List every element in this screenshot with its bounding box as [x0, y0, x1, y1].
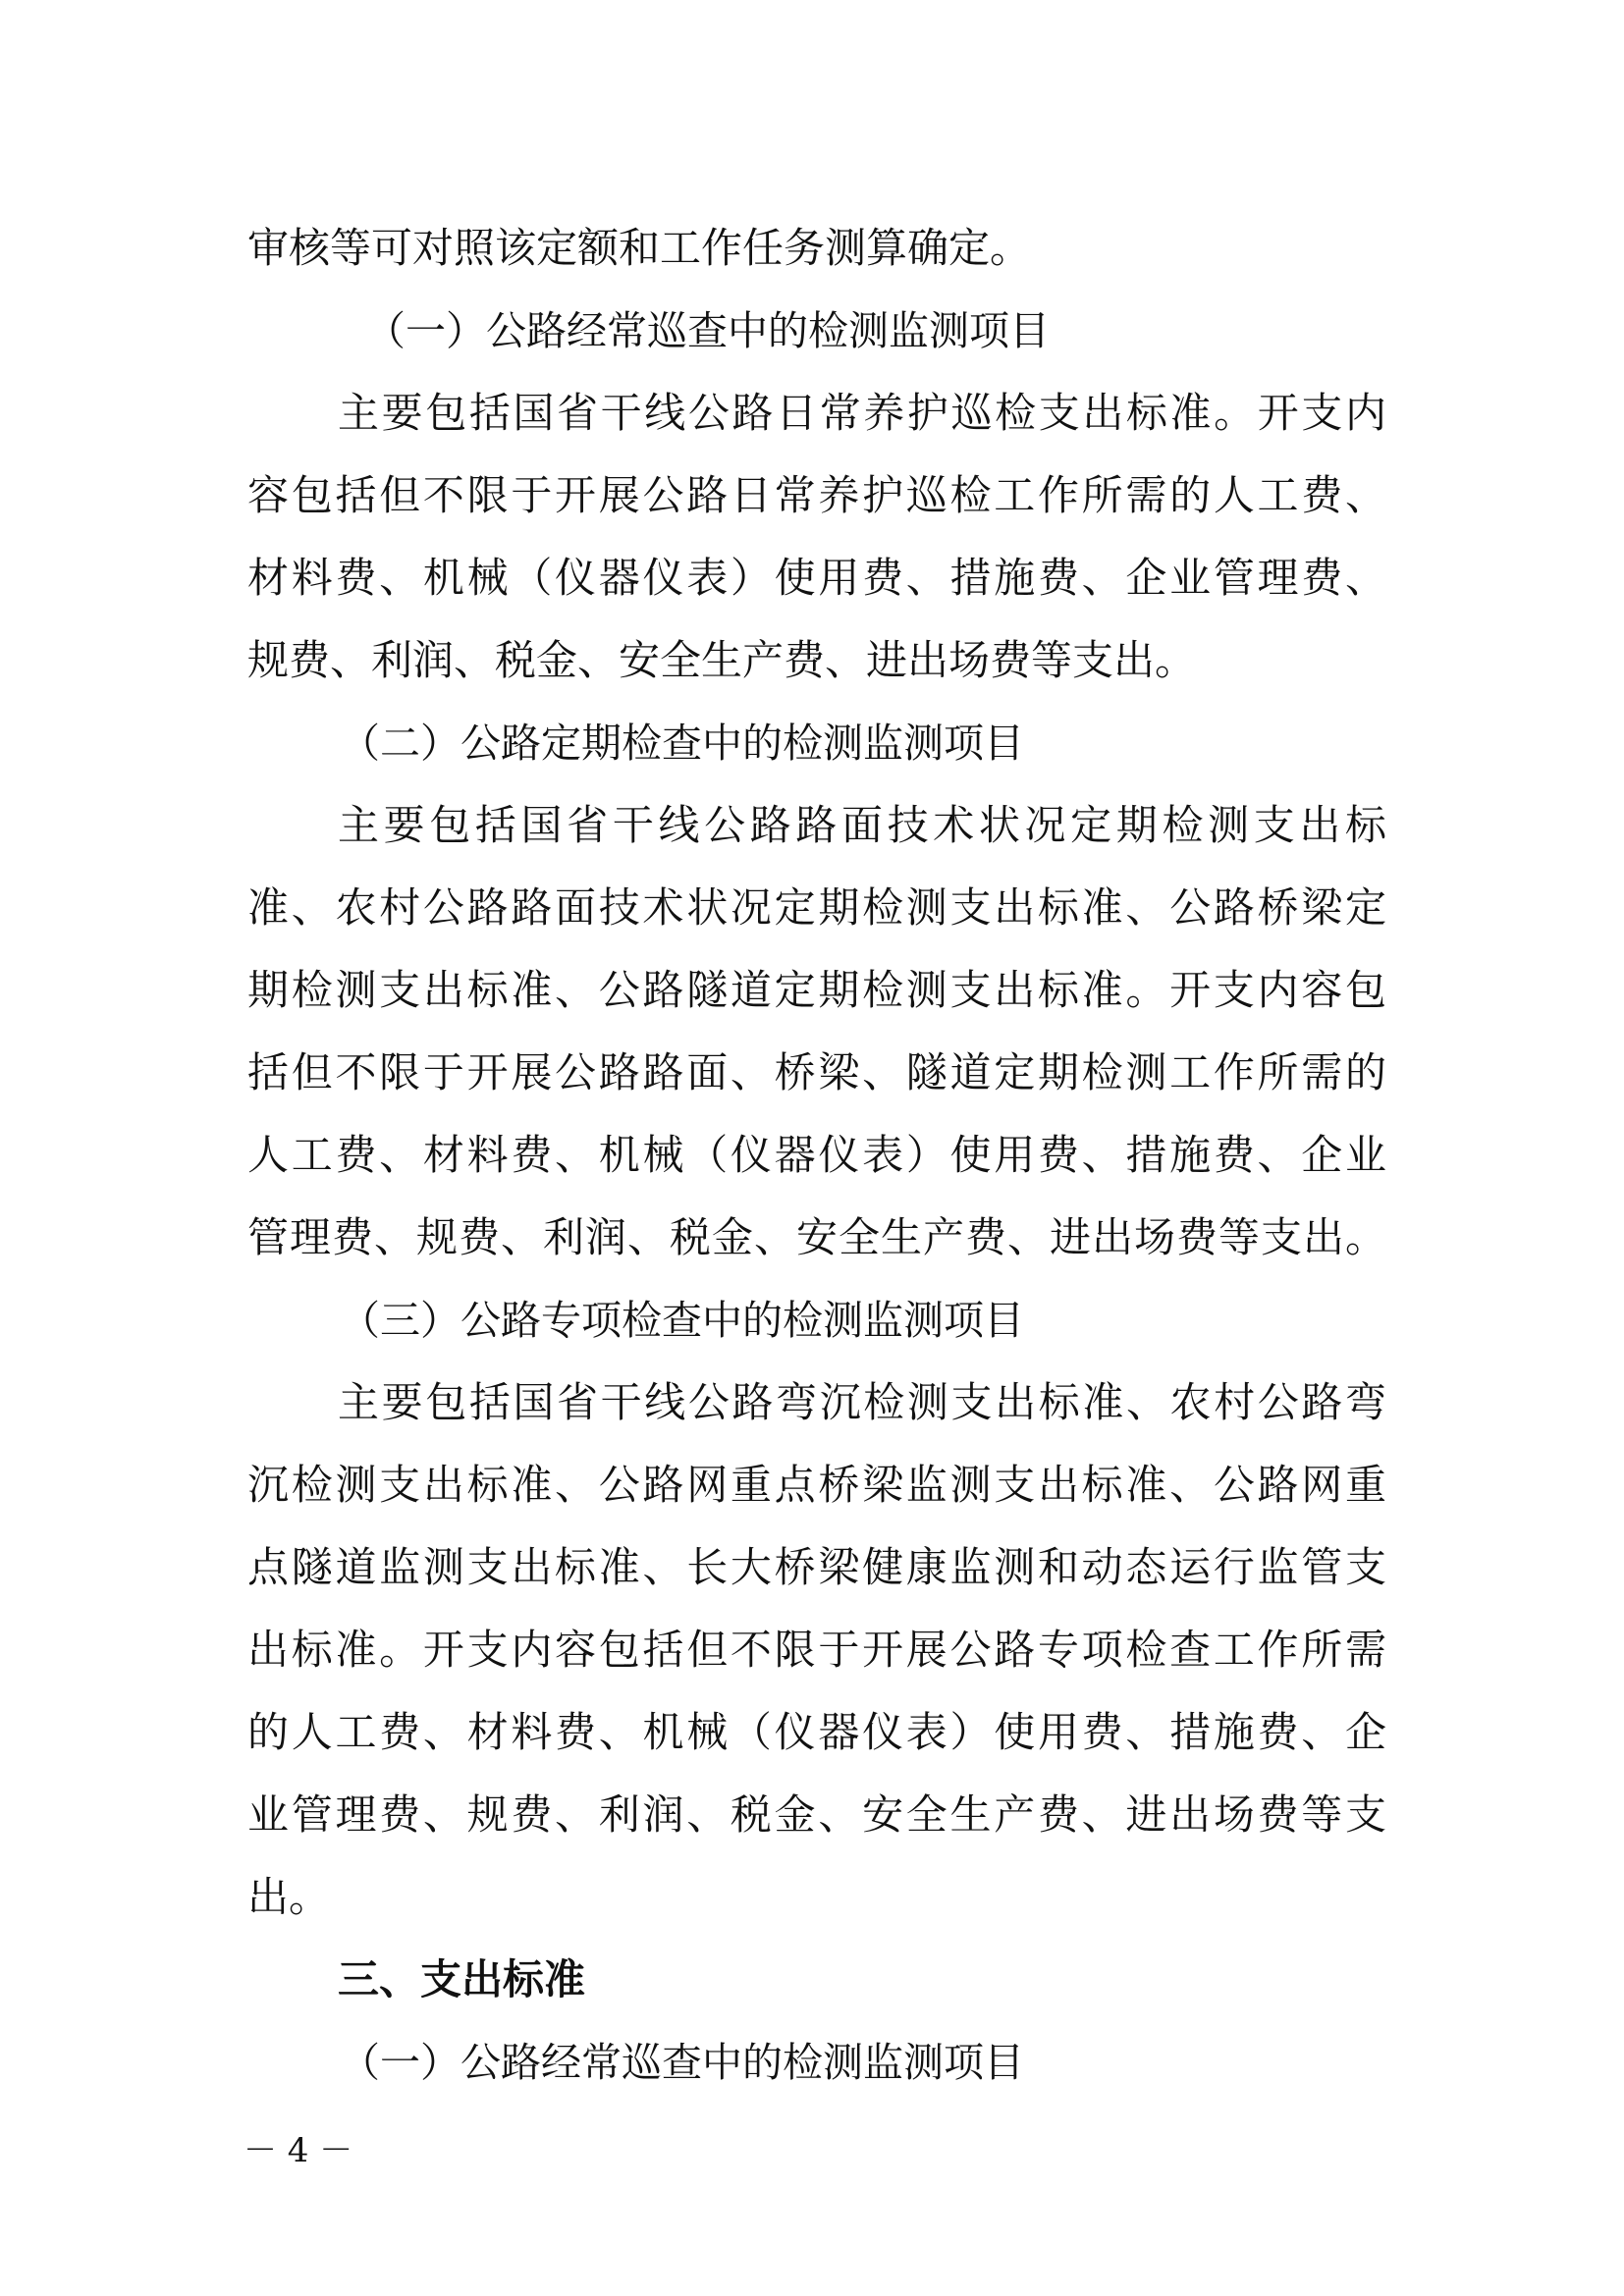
- subheading-3: （三）公路专项检查中的检测监测项目: [340, 1297, 1024, 1344]
- subheading-2: （二）公路定期检查中的检测监测项目: [340, 720, 1024, 767]
- subheading-4: （一）公路经常巡查中的检测监测项目: [340, 2039, 1024, 2086]
- paragraph-line: 材料费、机械（仪器仪表）使用费、措施费、企业管理费、: [247, 554, 1386, 602]
- page-number: － 4 －: [244, 2131, 353, 2170]
- paragraph-line: 主要包括国省干线公路日常养护巡检支出标准。开支内: [338, 389, 1386, 437]
- paragraph-line: 准、农村公路路面技术状况定期检测支出标准、公路桥梁定: [247, 883, 1386, 932]
- paragraph-line: 出。: [247, 1873, 331, 1921]
- paragraph-line: 括但不限于开展公路路面、桥梁、隧道定期检测工作所需的: [247, 1048, 1386, 1096]
- paragraph-line: 容包括但不限于开展公路日常养护巡检工作所需的人工费、: [247, 471, 1386, 519]
- paragraph-line: 人工费、材料费、机械（仪器仪表）使用费、措施费、企业: [247, 1131, 1386, 1179]
- paragraph-line: 点隧道监测支出标准、长大桥梁健康监测和动态运行监管支: [247, 1543, 1386, 1591]
- paragraph-line: 沉检测支出标准、公路网重点桥梁监测支出标准、公路网重: [247, 1461, 1386, 1509]
- subheading-1: （一）公路经常巡查中的检测监测项目: [365, 307, 1050, 354]
- section-heading: 三、支出标准: [338, 1955, 586, 2003]
- paragraph-line: 管理费、规费、利润、税金、安全生产费、进出场费等支出。: [247, 1213, 1386, 1261]
- paragraph-line: 规费、利润、税金、安全生产费、进出场费等支出。: [247, 636, 1197, 684]
- paragraph-line: 期检测支出标准、公路隧道定期检测支出标准。开支内容包: [247, 966, 1386, 1014]
- paragraph-line: 业管理费、规费、利润、税金、安全生产费、进出场费等支: [247, 1790, 1386, 1839]
- paragraph-line: 主要包括国省干线公路弯沉检测支出标准、农村公路弯: [338, 1378, 1386, 1426]
- paragraph-line: 审核等可对照该定额和工作任务测算确定。: [247, 224, 1032, 272]
- paragraph-line: 出标准。开支内容包括但不限于开展公路专项检查工作所需: [247, 1626, 1386, 1674]
- paragraph-line: 的人工费、材料费、机械（仪器仪表）使用费、措施费、企: [247, 1708, 1386, 1756]
- paragraph-line: 主要包括国省干线公路路面技术状况定期检测支出标: [338, 801, 1386, 849]
